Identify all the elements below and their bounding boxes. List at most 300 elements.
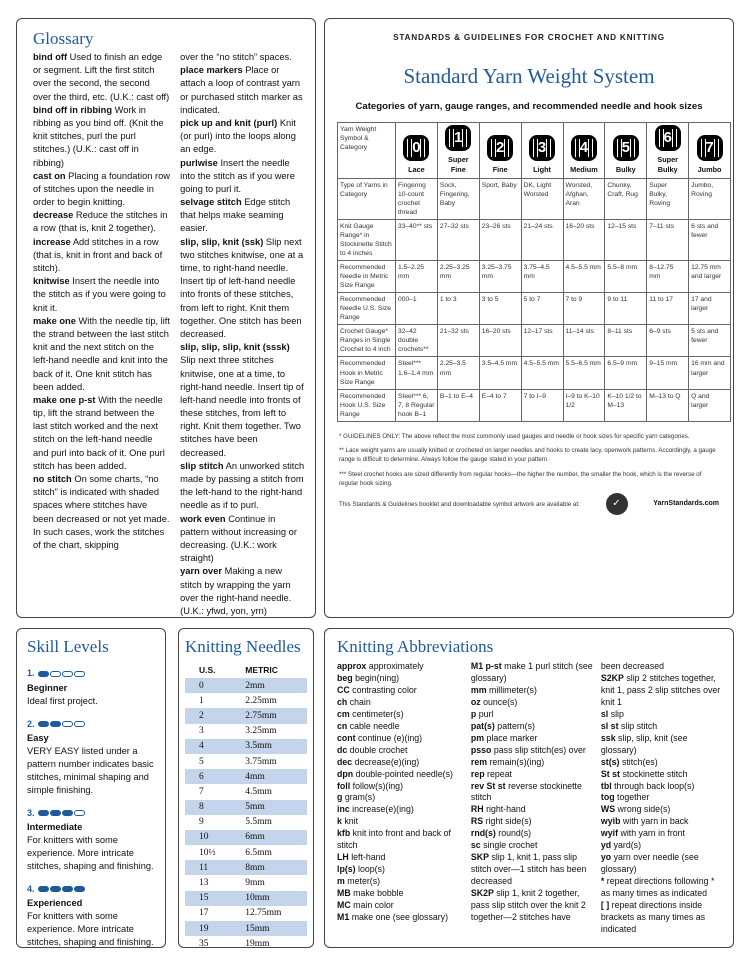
needle-row xyxy=(185,830,307,845)
abbreviation-meaning: ounce(s) xyxy=(483,696,518,707)
glossary-term: no stitch xyxy=(33,474,72,484)
abbreviation-term: M1 p-st xyxy=(470,661,502,671)
yarn-table-cell: 3 to 5 xyxy=(479,293,521,325)
abbreviation-term: beg xyxy=(337,672,353,683)
abbreviation-term: dpn xyxy=(337,768,354,779)
abbreviation-term: g xyxy=(337,792,343,803)
needle-us-size: 11 xyxy=(185,860,231,875)
abbreviation-meaning: make 1 purl stitch (see glossary) xyxy=(470,661,593,683)
needle-us-size: 10 xyxy=(185,830,231,845)
skill-level-item xyxy=(27,883,157,949)
glossary-definition: With the needle tip, lift the strand between the last stitch knit and the next stitch on the left-hand needle and knit into the back of it. One knit stitch has been added. xyxy=(33,315,170,392)
skill-level-meter-icon xyxy=(38,717,86,730)
needle-row xyxy=(185,693,307,708)
glossary-definition: Insert the needle into the stitch as if you were going to purl it. xyxy=(180,157,295,194)
abbreviation-meaning: main color xyxy=(353,900,394,911)
skill-level-number: 4. xyxy=(27,883,35,894)
abbreviation-term: rnd(s) xyxy=(470,828,496,839)
abbreviation-meaning: wrong side(s) xyxy=(617,804,671,815)
needle-us-size: 3 xyxy=(199,726,204,737)
yarn-weight-symbol-icon: 7 xyxy=(697,135,723,161)
needle-metric-size: 10mm xyxy=(231,891,307,906)
yarn-category-header xyxy=(396,123,438,179)
skill-level-header xyxy=(27,806,157,819)
abbreviation-term: SKP xyxy=(470,852,489,863)
abbreviation-term: yd xyxy=(600,840,612,851)
abbreviation-meaning: contrasting color xyxy=(352,684,417,695)
abbreviation-entry xyxy=(337,864,465,876)
needle-size-table xyxy=(185,663,307,951)
abbreviation-entry xyxy=(601,733,723,757)
abbreviation-entry xyxy=(337,733,465,745)
abbreviations-column-1 xyxy=(337,661,465,936)
glossary-column-1 xyxy=(33,51,170,618)
abbreviation-term: rem xyxy=(470,756,488,767)
yarn-table-cell: 7 to I–9 xyxy=(521,389,563,421)
yarn-table-cell: 1 to 3 xyxy=(437,293,479,325)
abbreviation-term: sc xyxy=(470,840,481,851)
yarn-standards-subtitle: Categories of yarn, gauge ranges, and recommended needle and hook sizes xyxy=(355,101,703,112)
glossary-term: decrease xyxy=(33,210,74,221)
glossary-entry xyxy=(180,341,305,460)
yarn-table-row xyxy=(338,261,731,293)
glossary-entry xyxy=(180,157,305,197)
glossary-definition: On some charts, “no stitch” is indicated with shaded spaces where stitches have been decreased or not yet made. In such cases, work the stitches of the chart, skipping xyxy=(33,474,170,550)
needle-row xyxy=(185,891,307,906)
glossary-panel xyxy=(16,18,316,618)
abbreviation-entry xyxy=(601,769,723,781)
yarn-category-header xyxy=(521,123,563,179)
yarn-standards-panel xyxy=(324,18,734,618)
yarn-table-row xyxy=(338,357,731,389)
abbreviation-term: S2KP xyxy=(600,672,624,683)
abbreviation-entry xyxy=(337,792,465,804)
needle-metric-size: 12.75mm xyxy=(245,908,282,919)
abbreviation-meaning: slip 1, knit 1, pass slip stitch over—1 stitch has been decreased xyxy=(470,852,587,887)
glossary-term: slip, slip, knit (ssk) xyxy=(180,236,264,247)
standards-url-link[interactable]: YarnStandards.com xyxy=(653,500,719,507)
glossary-entry xyxy=(33,473,170,552)
abbreviation-entry xyxy=(337,876,465,888)
yarn-row-label: Recommended Hook U.S. Size Range xyxy=(338,389,396,421)
yarn-category-header xyxy=(479,123,521,179)
yarn-table-cell: 5 sts and fewer xyxy=(689,325,731,357)
abbreviation-meaning: increase(e)(ing) xyxy=(352,804,414,815)
needle-us-size: 7 xyxy=(199,786,204,797)
skill-level-name: Experienced xyxy=(27,898,83,909)
abbreviation-term: WS xyxy=(600,804,616,815)
glossary-term: make one p-st xyxy=(33,394,96,405)
yarn-table-cell: B–1 to E–4 xyxy=(437,389,479,421)
abbreviation-meaning: continue (e)(ing) xyxy=(358,732,423,743)
glossary-entry xyxy=(180,460,305,513)
abbreviation-meaning: round(s) xyxy=(498,828,532,839)
abbreviation-entry xyxy=(337,804,465,816)
skill-level-number: 3. xyxy=(27,807,35,818)
abbreviation-entry xyxy=(337,781,465,793)
yarn-table-cell: M–13 to Q xyxy=(647,389,689,421)
abbreviation-term: m xyxy=(337,876,345,887)
abbreviation-entry xyxy=(601,792,723,804)
abbreviation-term: yo xyxy=(600,852,612,863)
abbreviation-meaning: place marker xyxy=(486,732,538,743)
abbreviation-meaning: make bobble xyxy=(353,888,404,899)
needle-us-size: 4 xyxy=(185,739,231,754)
needle-us-size: 13 xyxy=(199,878,209,889)
abbreviation-term: cont xyxy=(337,732,356,743)
skill-level-header xyxy=(27,667,157,680)
abbreviation-meaning: pattern(s) xyxy=(497,720,535,731)
abbreviation-term: pat(s) xyxy=(470,720,495,731)
abbreviation-meaning: decrease(e)(ing) xyxy=(354,756,420,767)
glossary-term: selvage stitch xyxy=(180,197,242,208)
skill-level-name: Intermediate xyxy=(27,822,83,833)
yarn-table-cell: 23–26 sts xyxy=(479,219,521,260)
skill-level-item xyxy=(27,667,157,707)
glossary-definition: Slip next three stitches knitwise, one at a time, to right-hand needle. Insert tip of left-hand needle into fronts of these stitches, from left to right. Knit them together. Two stitches have been decreased. xyxy=(180,355,304,458)
abbreviation-meaning: slip xyxy=(610,708,624,719)
yarn-standards-notes xyxy=(339,432,719,515)
abbreviation-meaning: loop(s) xyxy=(358,864,385,875)
yarn-table-row xyxy=(338,325,731,357)
yarn-category-name: Super Fine xyxy=(447,155,469,174)
abbreviation-entry xyxy=(337,900,465,912)
abbreviation-term: [ ] xyxy=(600,900,610,911)
yarn-table-cell: Q and larger xyxy=(689,389,731,421)
glossary-term: place markers xyxy=(180,65,243,76)
abbreviation-term: st(s) xyxy=(600,756,620,767)
abbreviation-meaning: right-hand xyxy=(486,804,526,815)
needle-metric-size: 5mm xyxy=(231,800,307,815)
abbreviation-entry xyxy=(601,804,723,816)
abbreviation-entry xyxy=(471,840,595,852)
abbreviation-meaning: follow(s)(ing) xyxy=(352,780,404,791)
abbreviation-meaning: pass slip stitch(es) over xyxy=(493,744,586,755)
yarn-table-cell: Worsted, Afghan, Aran xyxy=(563,178,605,219)
yarn-weight-symbol-icon: 6 xyxy=(655,125,681,151)
abbreviation-term: lp(s) xyxy=(337,864,356,875)
abbreviation-meaning: stitch(es) xyxy=(621,756,658,767)
abbreviation-meaning: double crochet xyxy=(349,744,408,755)
abbreviation-entry xyxy=(601,721,723,733)
abbreviation-meaning: slip stitch xyxy=(620,720,658,731)
abbreviation-meaning: remain(s)(ing) xyxy=(489,756,545,767)
note-guidelines: * GUIDELINES ONLY: The above reflect the most commonly used gauges and needle or hook sizes for specific yarn categories. xyxy=(339,432,690,440)
glossary-entry xyxy=(33,315,170,394)
abbreviation-entry xyxy=(337,769,465,781)
abbreviation-meaning: together xyxy=(617,792,650,803)
abbreviation-meaning: millimeter(s) xyxy=(489,684,537,695)
skill-level-description: For knitters with some experience. More intricate stitches, shaping and finishing. xyxy=(27,911,154,947)
yarn-table-cell: Fingering 10-count crochet thread xyxy=(396,178,438,219)
yarn-category-header xyxy=(689,123,731,179)
yarn-table-cell: Chunky, Craft, Rug xyxy=(605,178,647,219)
needle-metric-size: 2.75mm xyxy=(231,708,307,723)
needle-row xyxy=(185,678,307,693)
abbreviation-meaning: make one (see glossary) xyxy=(351,912,449,923)
abbreviation-entry xyxy=(337,816,465,828)
needle-us-header: U.S. xyxy=(199,665,216,675)
glossary-entry xyxy=(180,565,305,618)
yarn-table-cell: DK, Light Worsted xyxy=(521,178,563,219)
glossary-entry xyxy=(33,170,170,210)
glossary-term: slip, slip, slip, knit (sssk) xyxy=(180,342,290,353)
skill-level-item xyxy=(27,717,157,796)
abbreviation-entry xyxy=(337,912,465,924)
glossary-definition: Knit (or purl) into the loops along an edge. xyxy=(180,117,296,155)
yarn-category-name: Jumbo xyxy=(697,164,722,174)
yarn-weight-symbol-icon: 2 xyxy=(487,135,513,161)
yarn-category-header xyxy=(647,123,689,179)
abbreviation-entry xyxy=(601,673,723,709)
abbreviation-term: tog xyxy=(600,792,615,803)
yarn-table-cell: Super Bulky, Roving xyxy=(647,178,689,219)
yarn-table-cell: 5 to 7 xyxy=(521,293,563,325)
glossary-definition: Place or attach a loop of contrast yarn or purchased stitch marker as indicated. xyxy=(180,65,303,115)
needle-us-size: 10½ xyxy=(199,847,216,858)
abbreviation-term: pm xyxy=(470,732,485,743)
yarn-table-cell: K–10 1/2 to M–13 xyxy=(605,389,647,421)
yarn-table-row xyxy=(338,293,731,325)
yarn-category-name: Fine xyxy=(492,164,508,174)
abbreviation-term: foll xyxy=(337,780,351,791)
skill-level-description: Ideal first project. xyxy=(27,695,98,706)
abbreviation-entry xyxy=(471,852,595,888)
glossary-definition: Work in ribbing as you bind off. (Knit the knit stitches, purl the purl stitches.) (U.K.: cast off in ribbing) xyxy=(33,104,164,168)
needle-metric-size: 2.25mm xyxy=(245,695,277,706)
glossary-entry xyxy=(33,236,170,276)
yarn-table-cell: 5.5–6.5 mm xyxy=(563,357,605,389)
abbreviations-column-3 xyxy=(601,661,723,936)
abbreviation-entry xyxy=(601,757,723,769)
knitting-abbreviations-panel xyxy=(324,628,734,948)
knitting-needles-panel xyxy=(178,628,314,948)
glossary-entry xyxy=(180,513,305,566)
abbreviation-meaning: approximately xyxy=(368,661,424,671)
abbreviation-meaning: cable needle xyxy=(349,720,400,731)
skill-level-description: For knitters with some experience. More intricate stitches, shaping and finishing. xyxy=(27,835,154,871)
abbreviation-term: approx xyxy=(337,661,367,671)
yarn-table-cell: 17 and larger xyxy=(689,293,731,325)
glossary-term: make one xyxy=(33,315,76,326)
abbreviations-title: Knitting Abbreviations xyxy=(337,637,494,656)
abbreviation-term: St st xyxy=(600,768,620,779)
abbreviation-meaning: with yarn in front xyxy=(620,828,686,839)
glossary-column-2 xyxy=(180,51,305,618)
glossary-entry xyxy=(33,51,170,104)
abbreviation-meaning: slip, slip, knit (see glossary) xyxy=(600,732,688,755)
abbreviation-entry xyxy=(471,769,595,781)
yarn-weight-symbol-icon: 0 xyxy=(403,135,429,161)
yarn-table-cell: 32–42 double crochets** xyxy=(396,325,438,357)
needle-metric-header: METRIC xyxy=(245,665,278,675)
abbreviation-continuation: been decreased xyxy=(600,661,665,671)
yarn-category-name: Super Bulky xyxy=(657,155,679,174)
abbreviation-term: p xyxy=(470,708,477,719)
abbreviation-term: MB xyxy=(337,888,351,899)
abbreviation-term: cn xyxy=(337,720,348,731)
yarn-table-cell: 2.25–3.5 mm xyxy=(437,357,479,389)
needle-metric-size: 4mm xyxy=(231,769,307,784)
glossary-definition: Slip next two stitches knitwise, one at a time, to right-hand needle. Insert tip of left-hand needle into fronts of these stitches, from left to right. Knit them together. One stitch has been decreased. xyxy=(180,236,304,339)
yarn-weight-symbol-icon: 5 xyxy=(613,135,639,161)
yarn-table-cell: 11–14 sts xyxy=(563,325,605,357)
abbreviation-meaning: double-pointed needle(s) xyxy=(355,768,453,779)
yarn-weight-symbol-icon: 1 xyxy=(445,125,471,151)
yarn-category-name: Lace xyxy=(408,164,425,174)
glossary-term: purlwise xyxy=(180,157,218,168)
needle-metric-size: 9mm xyxy=(245,878,265,889)
yarn-table-cell: 6–9 sts xyxy=(647,325,689,357)
glossary-term: cast on xyxy=(33,170,66,181)
abbreviation-term: M1 xyxy=(337,912,350,923)
yarn-category-header xyxy=(437,123,479,179)
glossary-entry xyxy=(180,196,305,236)
needle-row xyxy=(185,724,307,739)
skill-level-meter-icon xyxy=(38,667,86,680)
standards-kicker: STANDARDS & GUIDELINES FOR CROCHET AND KNITTING xyxy=(393,33,665,42)
yarn-table-cell: 7 to 9 xyxy=(563,293,605,325)
needle-us-size: 8 xyxy=(185,800,231,815)
yarn-standards-logo-icon: ✓ xyxy=(606,493,628,515)
glossary-term: increase xyxy=(33,236,71,247)
abbreviation-term: inc xyxy=(337,804,350,815)
abbreviation-meaning: slip 1, knit 2 together, pass slip stitch over the knit 2 together—2 stitches have xyxy=(470,888,586,923)
abbreviation-entry xyxy=(601,709,723,721)
abbreviation-entry xyxy=(601,781,723,793)
yarn-row-label: Crochet Gauge* Ranges in Single Crochet to 4 inch xyxy=(338,325,396,357)
needle-metric-size: 3.5mm xyxy=(231,739,307,754)
needle-us-size: 15 xyxy=(185,891,231,906)
abbreviation-entry xyxy=(601,816,723,828)
yarn-table-cell: 9–15 mm xyxy=(647,357,689,389)
yarn-table-cell: 9 to 11 xyxy=(605,293,647,325)
glossary-definition: Continue in pattern without increasing or decreasing. (U.K.: work straight) xyxy=(180,513,297,564)
abbreviation-entry xyxy=(471,804,595,816)
abbreviation-meaning: knit xyxy=(344,816,359,827)
glossary-entry xyxy=(180,117,305,157)
yarn-table-cell: 21–32 sts xyxy=(437,325,479,357)
glossary-entry xyxy=(33,104,170,170)
needle-us-size: 2 xyxy=(185,708,231,723)
needle-metric-size: 5.5mm xyxy=(245,817,272,828)
glossary-entry xyxy=(180,236,305,342)
abbreviation-entry xyxy=(337,745,465,757)
yarn-table-cell: 11 to 17 xyxy=(647,293,689,325)
abbreviation-meaning: with yarn in back xyxy=(622,816,689,827)
needle-metric-size: 8mm xyxy=(231,860,307,875)
abbreviation-term: sl st xyxy=(600,720,619,731)
yarn-table-cell: Steel*** 6, 7, 8 Regular hook B–1 xyxy=(396,389,438,421)
glossary-definition: Making a new stitch by wrapping the yarn over the right-hand needle. (U.K.: yfwd, yon, yrn) xyxy=(180,566,292,616)
needle-us-size: 1 xyxy=(199,695,204,706)
yarn-category-name: Medium xyxy=(570,164,598,174)
abbreviation-term: LH xyxy=(337,852,349,863)
abbreviation-term: ssk xyxy=(600,732,616,743)
glossary-term: knitwise xyxy=(33,276,70,287)
abbreviation-entry xyxy=(337,721,465,733)
yarn-weight-header-row xyxy=(338,123,731,179)
abbreviation-term: oz xyxy=(470,696,481,707)
yarn-weight-symbol-icon: 3 xyxy=(529,135,555,161)
abbreviation-entry xyxy=(337,828,465,852)
yarn-table-cell: 33–40** sts xyxy=(396,219,438,260)
abbreviation-entry xyxy=(337,888,465,900)
yarn-table-cell: 12.75 mm and larger xyxy=(689,261,731,293)
abbreviation-term: mm xyxy=(470,684,487,695)
glossary-term: bind off in ribbing xyxy=(33,104,113,115)
needle-metric-size: 15mm xyxy=(231,921,307,936)
skill-levels-title: Skill Levels xyxy=(27,637,109,656)
abbreviation-meaning: yarn over needle (see glossary) xyxy=(600,852,699,875)
needle-row xyxy=(185,921,307,936)
yarn-table-cell: 8–11 sts xyxy=(605,325,647,357)
abbreviation-entry xyxy=(337,697,465,709)
abbreviation-meaning: yard(s) xyxy=(613,840,642,851)
glossary-definition: Reduce the stitches in a row (that is, knit 2 together). xyxy=(33,210,168,234)
yarn-table-cell: Sport, Baby xyxy=(479,178,521,219)
skill-levels-panel xyxy=(16,628,166,948)
yarn-table-cell: E–4 to 7 xyxy=(479,389,521,421)
yarn-table-cell: 3.25–3.75 mm xyxy=(479,261,521,293)
yarn-table-cell: 16 mm and larger xyxy=(689,357,731,389)
abbreviation-entry xyxy=(337,757,465,769)
abbreviation-entry xyxy=(471,745,595,757)
needle-us-size: 19 xyxy=(185,921,231,936)
abbreviation-term: k xyxy=(337,816,342,827)
abbreviation-term: psso xyxy=(470,744,492,755)
skill-level-number: 1. xyxy=(27,668,35,679)
needle-row xyxy=(185,845,307,860)
abbreviation-meaning: chain xyxy=(349,696,371,707)
abbreviation-term: rev St st xyxy=(470,780,506,791)
abbreviation-term: tbl xyxy=(600,780,612,791)
abbreviation-meaning: reverse stockinette stitch xyxy=(470,780,582,803)
needle-us-size: 17 xyxy=(199,908,209,919)
abbreviation-term: MC xyxy=(337,900,351,911)
yarn-row-label: Recommended Hook in Metric Size Range xyxy=(338,357,396,389)
abbreviation-term: dc xyxy=(337,744,348,755)
needle-row xyxy=(185,875,307,890)
skill-level-meter-icon xyxy=(38,883,86,896)
glossary-entry xyxy=(33,209,170,235)
abbreviation-meaning: right side(s) xyxy=(485,816,532,827)
yarn-table-cell: 2.25–3.25 mm xyxy=(437,261,479,293)
yarn-table-cell: 1.5–2.25 mm xyxy=(396,261,438,293)
yarn-table-row xyxy=(338,389,731,421)
needle-us-size: 0 xyxy=(185,678,231,693)
abbreviation-entry xyxy=(471,781,595,805)
glossary-continuation: over the “no stitch” spaces. xyxy=(180,52,292,62)
yarn-category-header xyxy=(563,123,605,179)
needle-metric-size: 6mm xyxy=(231,830,307,845)
yarn-table-cell: 21–24 sts xyxy=(521,219,563,260)
abbreviation-meaning: centimeter(s) xyxy=(352,708,404,719)
yarn-table-cell: 7–11 sts xyxy=(647,219,689,260)
needle-metric-size: 3.25mm xyxy=(245,726,277,737)
yarn-standards-title: Standard Yarn Weight System xyxy=(403,64,655,88)
needle-metric-size: 2mm xyxy=(231,678,307,693)
yarn-row-label: Recommended Needle U.S. Size Range xyxy=(338,293,396,325)
abbreviation-meaning: begin(ning) xyxy=(355,672,400,683)
yarn-category-name: Light xyxy=(533,164,551,174)
glossary-entry xyxy=(180,64,305,117)
abbreviation-meaning: purl xyxy=(478,708,494,719)
abbreviation-entry xyxy=(337,661,465,673)
abbreviation-term: SK2P xyxy=(470,888,494,899)
yarn-table-cell: 12–17 sts xyxy=(521,325,563,357)
abbreviation-entry xyxy=(471,709,595,721)
